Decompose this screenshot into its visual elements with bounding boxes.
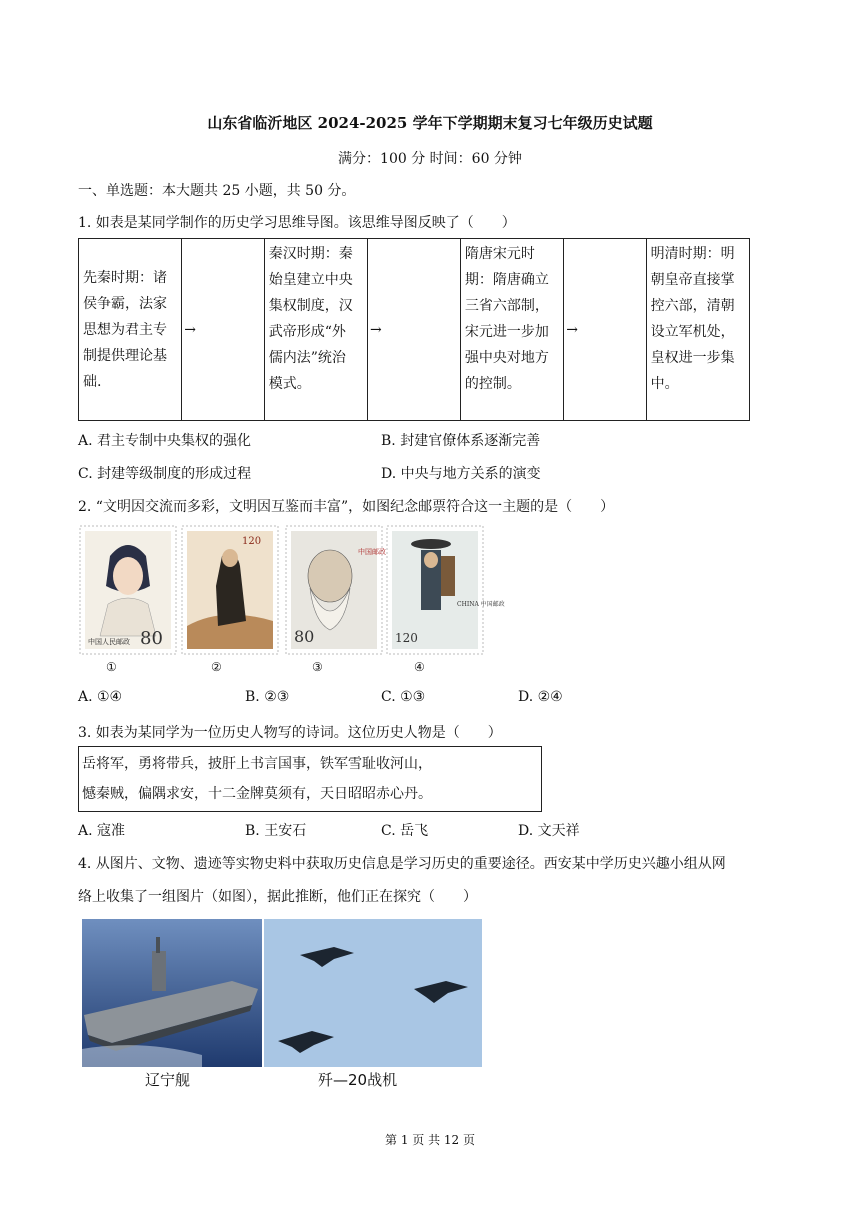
question-3-stem: 3. 如表为某同学为一位历史人物写的诗词。这位历史人物是（ ）: [78, 725, 502, 741]
stamp-4-label: ④: [414, 660, 425, 674]
exam-title: 山东省临沂地区 2024-2025 学年下学期期末复习七年级历史试题: [207, 114, 653, 132]
mindmap-arrow-2: →: [368, 239, 461, 421]
q3-option-b[interactable]: B. 王安石: [245, 823, 307, 839]
liaoning-carrier-photo: [82, 919, 262, 1067]
page-footer: 第 1 页 共 12 页: [385, 1133, 475, 1147]
q3-option-d[interactable]: D. 文天祥: [518, 823, 580, 839]
mindmap-table: [78, 238, 750, 421]
q2-option-b[interactable]: B. ②③: [245, 689, 290, 705]
stamp-3-label: ③: [312, 660, 323, 674]
exam-subtitle: 满分：100 分 时间：60 分钟: [338, 151, 522, 167]
poem-line-1: 岳将军，勇将带兵，披肝上书言国事，铁军雪耻收河山，: [82, 756, 432, 772]
q1-option-c[interactable]: C. 封建等级制度的形成过程: [78, 466, 252, 482]
question-4-stem-line-2: 络上收集了一组图片（如图），据此推断，他们正在探究（ ）: [78, 889, 477, 905]
stamp-4-text: CHINA 中国邮政: [457, 601, 505, 608]
question-2-stem: 2. “文明因交流而多彩，文明因互鉴而丰富”，如图纪念邮票符合这一主题的是（ ）: [78, 499, 615, 515]
stamp-3-value: 80: [294, 627, 315, 646]
mindmap-cell-1: 先秦时期：诸 侯争霸，法家 思想为君主专 制提供理论基 础.: [79, 239, 182, 421]
section-heading: 一、单选题：本大题共 25 小题，共 50 分。: [78, 183, 356, 199]
caption-j20: 歼—20战机: [318, 1071, 398, 1089]
stamp-1-value: 80: [140, 628, 163, 649]
mindmap-arrow-1: →: [182, 239, 264, 421]
stamp-2-label: ②: [211, 660, 222, 674]
q1-option-b[interactable]: B. 封建官僚体系逐渐完善: [381, 433, 541, 449]
mindmap-cell-4: 明清时期：明 朝皇帝直接掌 控六部，清朝 设立军机处， 皇权进一步集 中。: [646, 239, 749, 421]
stamp-2-image: [182, 526, 278, 654]
mindmap-cell-3: 隋唐宋元时 期：隋唐确立 三省六部制， 宋元进一步加 强中央对地方 的控制。: [460, 239, 563, 421]
stamp-2-value: 120: [242, 536, 262, 547]
q2-option-c[interactable]: C. ①③: [381, 689, 426, 705]
stamp-3-image: [286, 526, 386, 654]
poem-line-2: 憾秦贼，偏隅求安，十二金牌莫须有，天日昭昭赤心丹。: [82, 786, 432, 802]
q3-option-c[interactable]: C. 岳飞: [381, 823, 429, 839]
q1-option-a[interactable]: A. 君主专制中央集权的强化: [78, 433, 252, 449]
stamp-1-image: [80, 526, 176, 654]
poem-box: [78, 746, 542, 812]
mindmap-arrow-3: →: [564, 239, 646, 421]
stamp-4-value: 120: [395, 631, 418, 645]
stamp-1-text: 中国人民邮政: [88, 638, 130, 646]
stamp-4-image: [387, 526, 505, 654]
q1-option-d[interactable]: D. 中央与地方关系的演变: [381, 466, 541, 482]
stamp-1-label: ①: [106, 660, 117, 674]
question-1-stem: 1. 如表是某同学制作的历史学习思维导图。该思维导图反映了（ ）: [78, 215, 516, 231]
question-4-stem-line-1: 4. 从图片、文物、遗迹等实物史料中获取历史信息是学习历史的重要途径。西安某中学历史兴趣小组从网: [78, 856, 726, 872]
q3-option-a[interactable]: A. 寇准: [78, 823, 126, 839]
caption-liaoning: 辽宁舰: [145, 1071, 191, 1089]
j20-fighters-photo: [264, 919, 482, 1067]
q2-option-a[interactable]: A. ①④: [78, 689, 123, 705]
stamp-3-text: 中国邮政: [358, 548, 386, 556]
mindmap-cell-2: 秦汉时期：秦 始皇建立中央 集权制度，汉 武帝形成“外 儒内法”统治 模式。: [264, 239, 367, 421]
q2-option-d[interactable]: D. ②④: [518, 689, 563, 705]
